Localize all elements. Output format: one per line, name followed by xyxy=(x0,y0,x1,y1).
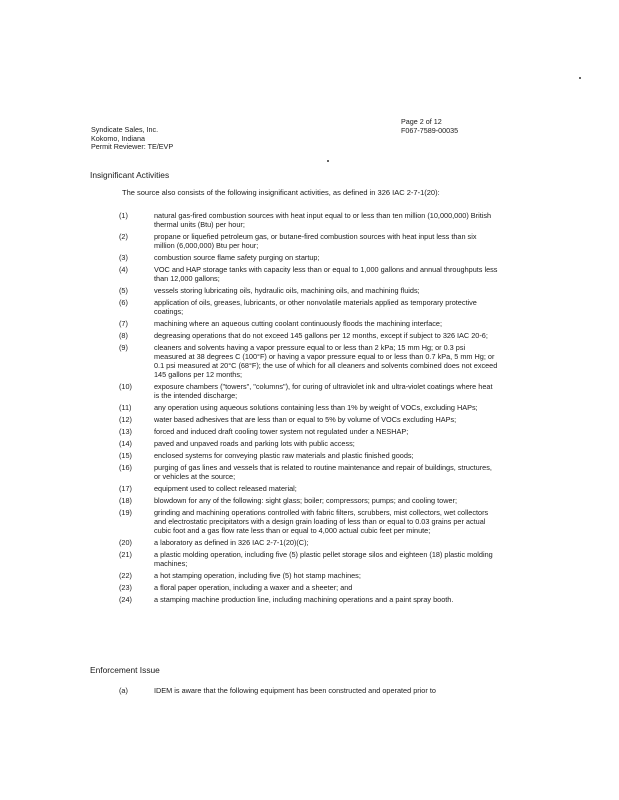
list-item xyxy=(119,550,499,568)
list-item-text: natural gas-fired combustion sources with heat input equal to or less than ten million (10,000,000) British thermal units (Btu) per hour; xyxy=(154,211,492,229)
list-item xyxy=(119,538,499,547)
list-item-number: (6) xyxy=(119,298,128,307)
permit-reviewer: Permit Reviewer: TE/EVP xyxy=(91,142,174,152)
list-item-text: any operation using aqueous solutions containing less than 1% by weight of VOCs, excluding HAPs; xyxy=(154,403,478,412)
list-item xyxy=(119,439,499,448)
company-name: Syndicate Sales, Inc. xyxy=(91,125,159,134)
list-item-text: vessels storing lubricating oils, hydraulic oils, machining oils, and machining fluids; xyxy=(154,286,420,295)
list-item-number: (5) xyxy=(119,286,128,295)
list-item-number: (15) xyxy=(119,451,132,460)
list-item xyxy=(119,451,499,460)
list-item xyxy=(119,343,499,379)
list-item-text: enclosed systems for conveying plastic raw materials and plastic finished goods; xyxy=(154,451,414,460)
list-item-text: application of oils, greases, lubricants, or other nonvolatile materials applied as temporary protective coatings; xyxy=(154,298,477,316)
page-number: Page 2 of 12 xyxy=(401,117,442,126)
list-item-text: machining where an aqueous cutting coolant continuously floods the machining interface; xyxy=(154,319,443,328)
list-item xyxy=(119,265,499,283)
list-item-number: (22) xyxy=(119,571,132,580)
list-item xyxy=(119,463,499,481)
list-item-text: a stamping machine production line, including machining operations and a paint spray booth. xyxy=(154,595,454,604)
list-item xyxy=(119,571,499,580)
list-item-number: (17) xyxy=(119,484,132,493)
list-item-number: (23) xyxy=(119,583,132,592)
section-title-insignificant: Insignificant Activities xyxy=(90,170,170,180)
list-item-text: degreasing operations that do not exceed 145 gallons per 12 months, except if subject to 326 IAC 20-6; xyxy=(154,331,488,340)
list-item xyxy=(119,253,499,262)
list-item-number: (11) xyxy=(119,403,132,412)
permit-id: F067-7589-00035 xyxy=(401,125,459,135)
intro-paragraph: The source also consists of the following insignificant activities, as defined in 326 IAC 2-7-1(20): xyxy=(122,188,440,197)
list-item-number: (20) xyxy=(119,538,132,547)
activity-list xyxy=(119,211,499,607)
list-item-number: (24) xyxy=(119,595,132,604)
list-item xyxy=(119,415,499,424)
scan-speck xyxy=(579,77,581,79)
list-item xyxy=(119,583,499,592)
list-item-number: (21) xyxy=(119,550,132,559)
scan-speck xyxy=(327,160,329,162)
list-item-number: (9) xyxy=(119,343,128,352)
enforcement-item xyxy=(119,686,499,695)
list-item-number: (7) xyxy=(119,319,128,328)
list-item xyxy=(119,484,499,493)
list-item-number: (14) xyxy=(119,439,132,448)
list-item xyxy=(119,403,499,412)
list-item-number: (19) xyxy=(119,508,132,517)
list-item-text: a floral paper operation, including a waxer and a sheeter; and xyxy=(154,583,353,592)
list-item-text: a laboratory as defined in 326 IAC 2-7-1(20)(C); xyxy=(154,538,309,547)
list-item-text: blowdown for any of the following: sight glass; boiler; compressors; pumps; and cooling tower; xyxy=(154,496,457,505)
list-item xyxy=(119,427,499,436)
list-item-number: (1) xyxy=(119,211,128,220)
list-item xyxy=(119,286,499,295)
list-item-text: purging of gas lines and vessels that is related to routine maintenance and repair of buildings, structures, or vehicles at the source; xyxy=(154,463,492,481)
list-item xyxy=(119,595,499,604)
section-title-enforcement: Enforcement Issue xyxy=(90,665,160,675)
list-item xyxy=(119,211,499,229)
header-left xyxy=(91,126,173,152)
header-right xyxy=(401,118,458,135)
list-item-number: (18) xyxy=(119,496,132,505)
list-item xyxy=(119,496,499,505)
list-item-text: a hot stamping operation, including five (5) hot stamp machines; xyxy=(154,571,361,580)
list-item xyxy=(119,382,499,400)
list-item-number: (4) xyxy=(119,265,128,274)
list-item-text: forced and induced draft cooling tower system not regulated under a NESHAP; xyxy=(154,427,409,436)
list-item-text: paved and unpaved roads and parking lots with public access; xyxy=(154,439,355,448)
list-item-text: VOC and HAP storage tanks with capacity less than or equal to 1,000 gallons and annual throughputs less than 12,000 gallons; xyxy=(154,265,498,283)
enforcement-item-number: (a) xyxy=(119,686,128,695)
list-item-number: (2) xyxy=(119,232,128,241)
list-item-number: (16) xyxy=(119,463,132,472)
list-item xyxy=(119,298,499,316)
list-item xyxy=(119,508,499,535)
list-item-text: water based adhesives that are less than or equal to 5% by volume of VOCs excluding HAPs; xyxy=(154,415,457,424)
list-item-number: (10) xyxy=(119,382,132,391)
list-item-number: (13) xyxy=(119,427,132,436)
list-item xyxy=(119,331,499,340)
list-item xyxy=(119,232,499,250)
list-item-text: cleaners and solvents having a vapor pressure equal to or less than 2 kPa; 15 mm Hg; or 0.3 psi measured at 38 degrees C (100°F) or having a vapor pressure equal to or less than 0.7 kPa, 5 mm Hg; or 0.1 psi measured at 20°C (68°F); the use of which for all cleaners and solvents combined does not exceed 145 gallons per 12 months; xyxy=(154,343,498,379)
list-item xyxy=(119,319,499,328)
list-item-text: combustion source flame safety purging on startup; xyxy=(154,253,320,262)
list-item-text: propane or liquefied petroleum gas, or butane-fired combustion sources with heat input less than six million (6,000,000) Btu per hour; xyxy=(154,232,477,250)
company-location: Kokomo, Indiana xyxy=(91,133,145,143)
list-item-text: exposure chambers ("towers", "columns"), for curing of ultraviolet ink and ultra-violet coatings where heat is the intended discharge; xyxy=(154,382,493,400)
list-item-number: (3) xyxy=(119,253,128,262)
list-item-text: a plastic molding operation, including five (5) plastic pellet storage silos and eighteen (18) plastic molding machines; xyxy=(154,550,493,568)
list-item-text: grinding and machining operations controlled with fabric filters, scrubbers, mist collectors, wet collectors and electrostatic precipitators with a design grain loading of less than or equal to 0.03 grains per actual cubic foot and a gas flow rate less than or equal to 4,000 actual cubic feet per minute; xyxy=(154,508,489,535)
list-item-number: (8) xyxy=(119,331,128,340)
list-item-number: (12) xyxy=(119,415,132,424)
list-item-text: equipment used to collect released material; xyxy=(154,484,297,493)
enforcement-item-text: IDEM is aware that the following equipment has been constructed and operated prior to xyxy=(154,686,436,695)
